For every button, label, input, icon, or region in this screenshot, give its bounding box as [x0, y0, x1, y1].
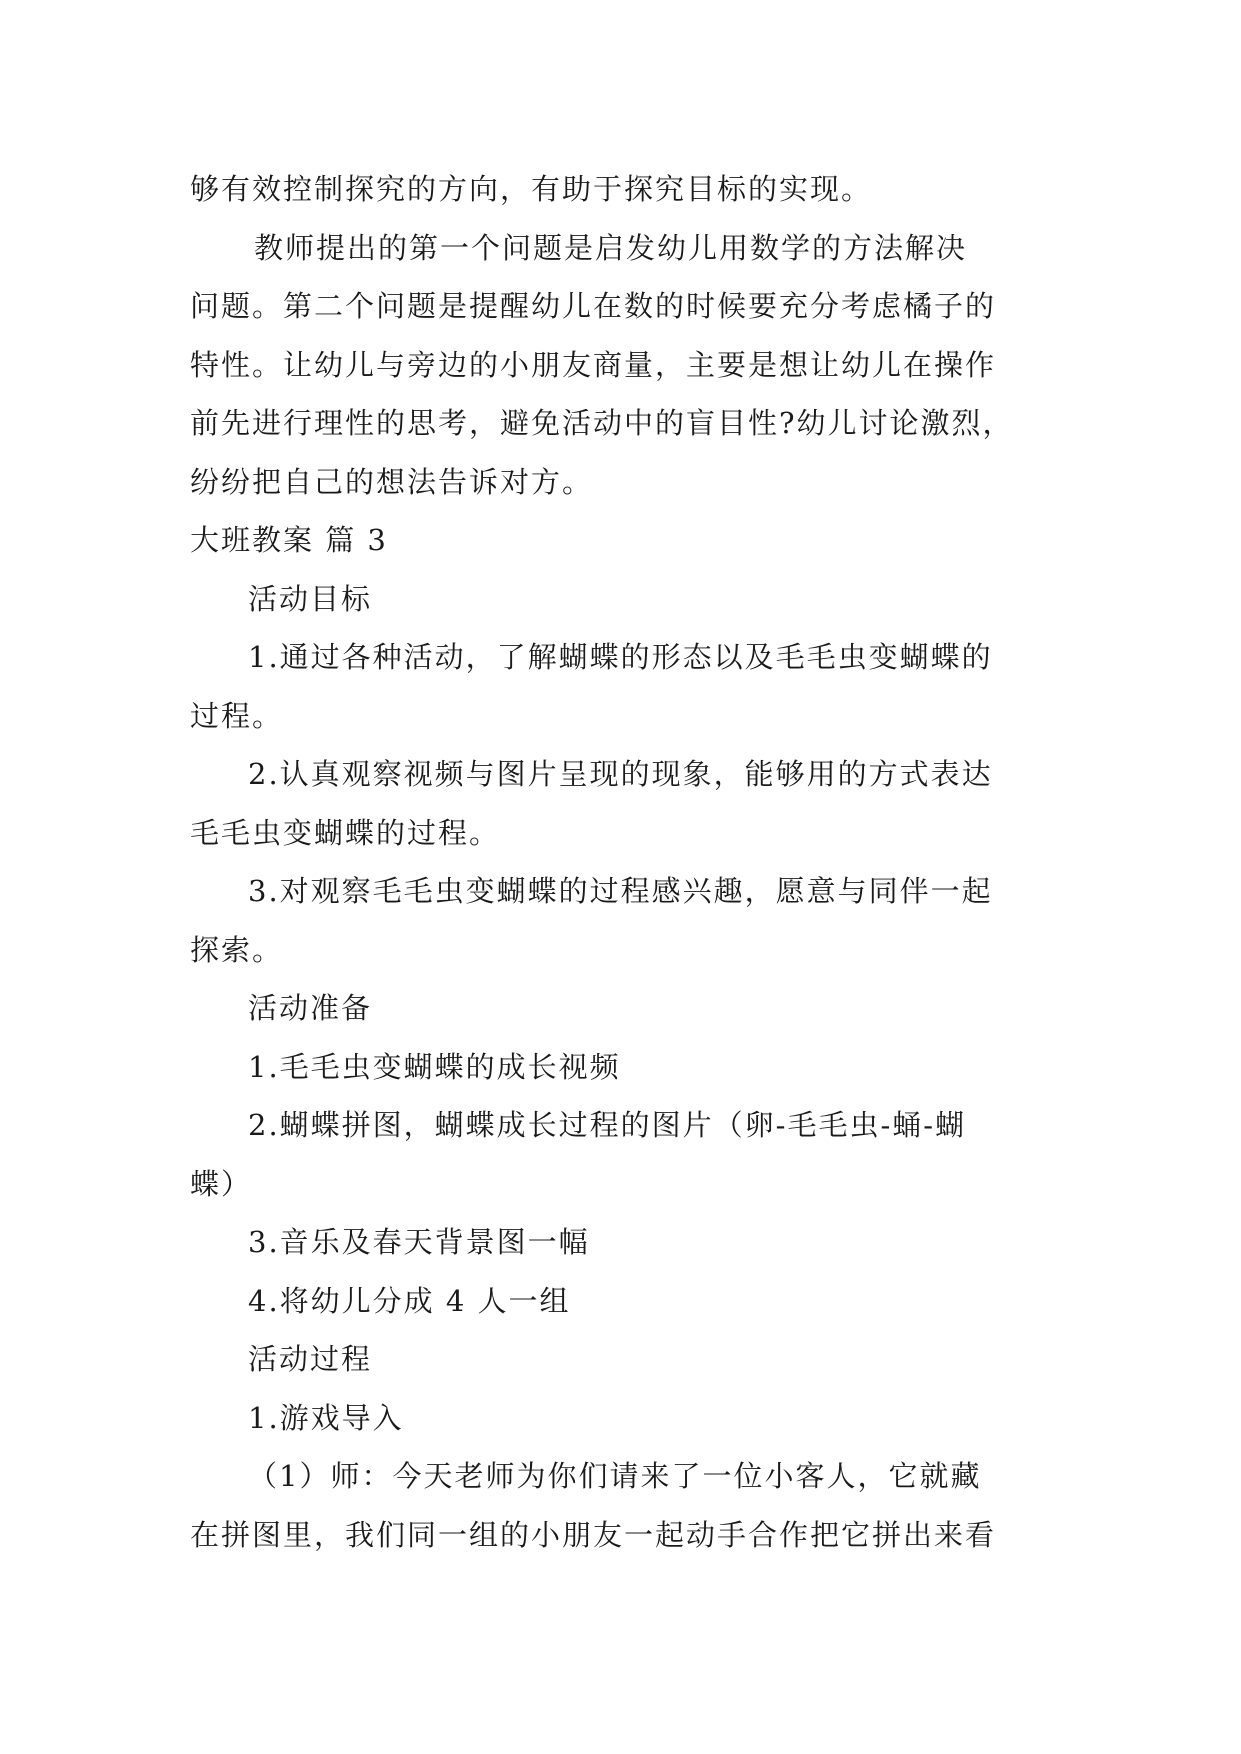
- list-item: 1.游戏导入: [248, 1400, 404, 1435]
- paragraph-line: 够有效控制探究的方向，有助于探究目标的实现。: [190, 172, 873, 206]
- paragraph-line: 问题。第二个问题是提醒幼儿在数的时候要充分考虑橘子的: [190, 289, 997, 323]
- list-item-continuation: 过程。: [190, 698, 284, 733]
- subsection-heading: 活动准备: [248, 991, 373, 1025]
- paragraph-line: 前先进行理性的思考，避免活动中的盲目性?幼儿讨论激烈，: [190, 406, 1014, 440]
- paragraph-line: 教师提出的第一个问题是启发幼儿用数学的方法解决: [254, 230, 968, 265]
- list-item: （1）师：今天老师为你们请来了一位小客人，它就藏: [248, 1459, 982, 1493]
- list-item: 1.通过各种活动，了解蝴蝶的形态以及毛毛虫变蝴蝶的: [248, 640, 993, 674]
- list-item: 2.认真观察视频与图片呈现的现象，能够用的方式表达: [248, 757, 993, 791]
- list-item-continuation: 探索。: [190, 932, 284, 967]
- list-item: 3.对观察毛毛虫变蝴蝶的过程感兴趣，愿意与同伴一起: [248, 874, 993, 908]
- subsection-heading: 活动目标: [248, 581, 373, 616]
- list-item-continuation: 在拼图里，我们同一组的小朋友一起动手合作把它拼出来看: [190, 1517, 997, 1552]
- list-item: 1.毛毛虫变蝴蝶的成长视频: [248, 1049, 621, 1084]
- section-heading: 大班教案 篇 3: [190, 523, 388, 557]
- document-body: [190, 160, 1070, 1564]
- list-item: 4.将幼儿分成 4 人一组: [248, 1283, 571, 1318]
- list-item: 3.音乐及春天背景图一幅: [248, 1225, 590, 1259]
- paragraph-line: 特性。让幼儿与旁边的小朋友商量，主要是想让幼儿在操作: [190, 347, 997, 382]
- list-item: 2.蝴蝶拼图，蝴蝶成长过程的图片（卵-毛毛虫-蛹-蝴: [248, 1108, 967, 1142]
- subsection-heading: 活动过程: [248, 1342, 373, 1376]
- list-item-continuation: 毛毛虫变蝴蝶的过程。: [190, 815, 501, 850]
- paragraph-line: 纷纷把自己的想法告诉对方。: [190, 464, 594, 499]
- list-item-continuation: 蝶）: [190, 1166, 253, 1201]
